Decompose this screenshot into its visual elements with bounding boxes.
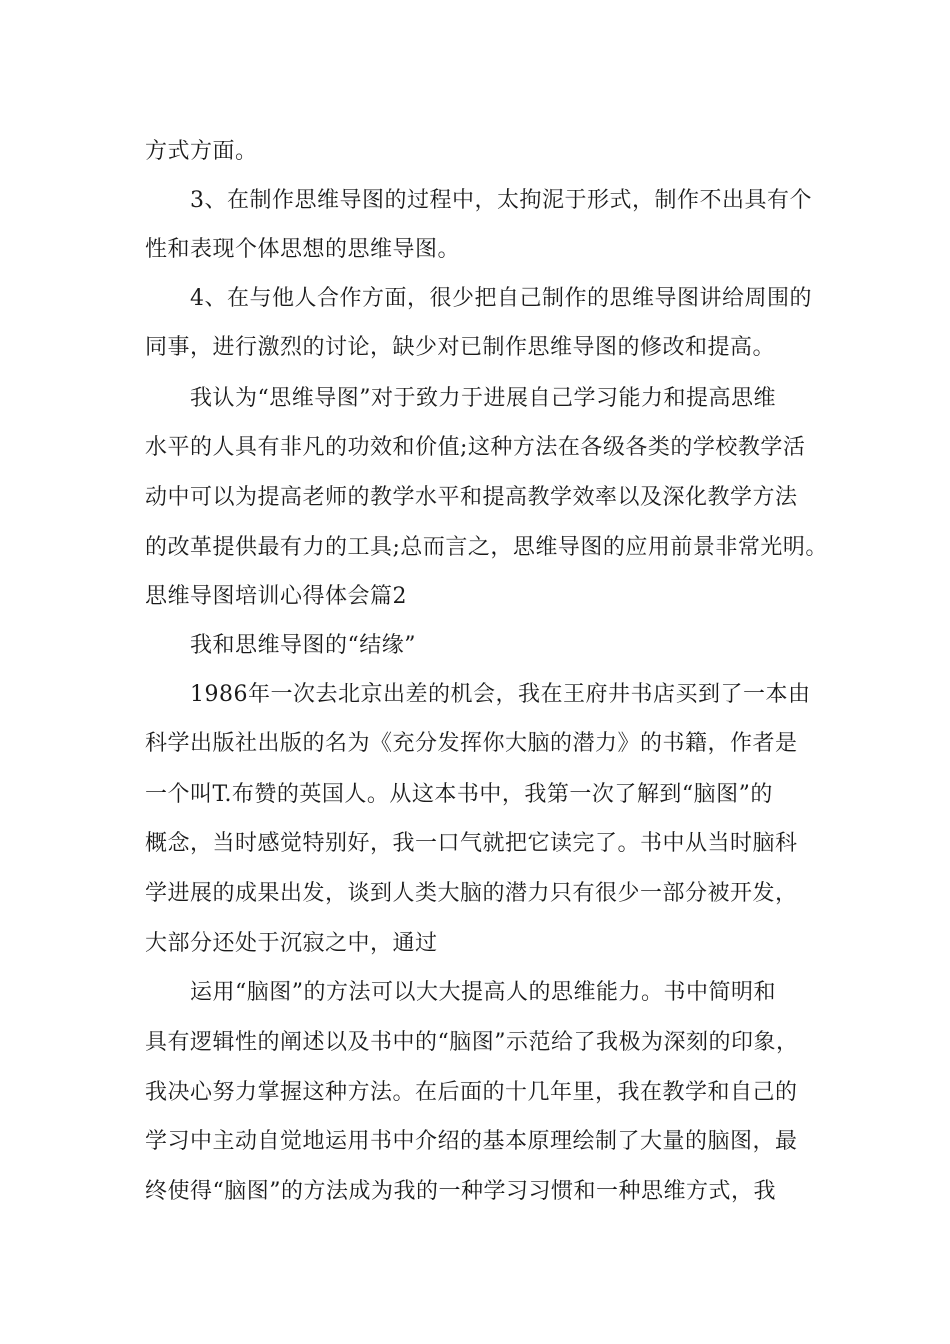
text-line: 具有逻辑性的阐述以及书中的“脑图”示范给了我极为深刻的印象， bbox=[145, 1030, 799, 1055]
text-line: 3、在制作思维导图的过程中，太拘泥于形式，制作不出具有个 bbox=[190, 188, 812, 213]
text-line: 方式方面。 bbox=[145, 139, 258, 164]
text-line: 一个叫T.布赞的英国人。从这本书中，我第一次了解到“脑图”的 bbox=[145, 782, 773, 807]
text-line: 大部分还处于沉寂之中，通过 bbox=[145, 931, 438, 956]
text-line: 科学出版社出版的名为《充分发挥你大脑的潜力》的书籍，作者是 bbox=[145, 731, 798, 756]
text-line: 概念，当时感觉特别好，我一口气就把它读完了。书中从当时脑科 bbox=[145, 831, 798, 856]
text-line: 学进展的成果出发，谈到人类大脑的潜力只有很少一部分被开发， bbox=[145, 881, 798, 906]
text-line: 1986年一次去北京出差的机会，我在王府井书店买到了一本由 bbox=[190, 682, 811, 707]
text-line: 学习中主动自觉地运用书中介绍的基本原理绘制了大量的脑图，最 bbox=[145, 1129, 798, 1154]
text-line: 性和表现个体思想的思维导图。 bbox=[145, 237, 461, 262]
text-line: 运用“脑图”的方法可以大大提高人的思维能力。书中简明和 bbox=[190, 980, 776, 1005]
text-line: 同事，进行激烈的讨论，缺少对已制作思维导图的修改和提高。 bbox=[145, 335, 776, 360]
text-line: 终使得“脑图”的方法成为我的一种学习习惯和一种思维方式，我 bbox=[145, 1179, 776, 1204]
text-line: 水平的人具有非凡的功效和价值;这种方法在各级各类的学校教学活 bbox=[145, 435, 806, 460]
text-line: 4、在与他人合作方面，很少把自己制作的思维导图讲给周围的 bbox=[190, 286, 812, 311]
text-line: 动中可以为提高老师的教学水平和提高教学效率以及深化教学方法 bbox=[145, 485, 798, 510]
section-heading: 思维导图培训心得体会篇2 bbox=[145, 584, 407, 609]
subheading: 我和思维导图的“结缘” bbox=[190, 633, 416, 658]
text-line: 的改革提供最有力的工具;总而言之，思维导图的应用前景非常光明。 bbox=[145, 535, 828, 560]
text-line: 我认为“思维导图”对于致力于进展自己学习能力和提高思维 bbox=[190, 386, 776, 411]
text-line: 我决心努力掌握这种方法。在后面的十几年里，我在教学和自己的 bbox=[145, 1080, 798, 1105]
